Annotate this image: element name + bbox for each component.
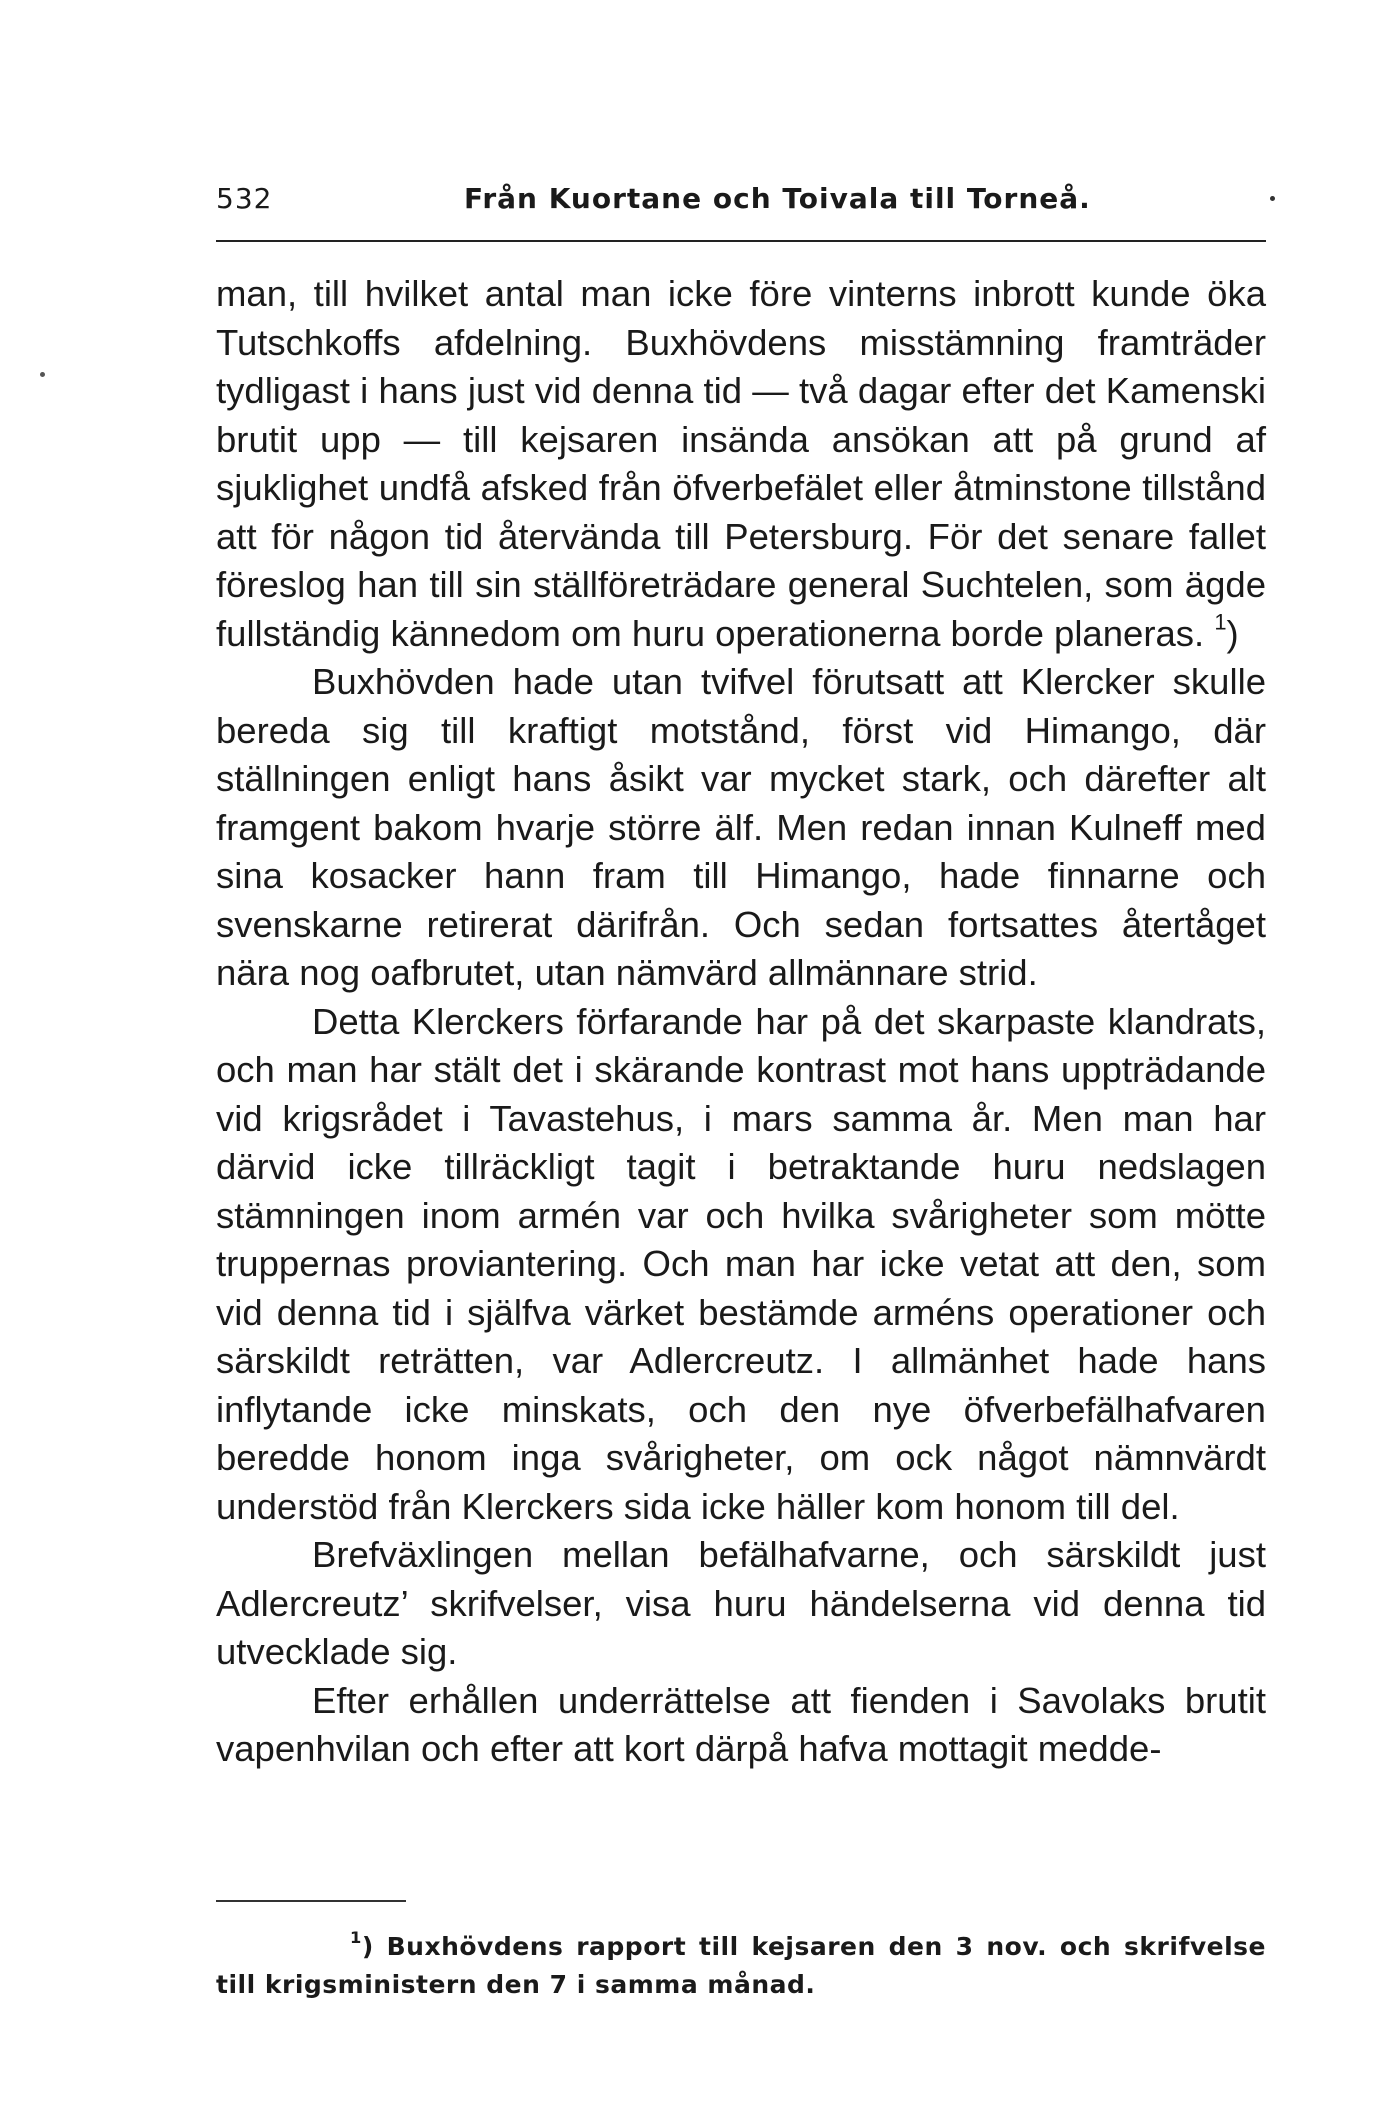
body-text (216, 270, 1266, 1774)
running-head (216, 182, 1266, 232)
footnote-rule (216, 1900, 406, 1902)
footnote-marker: 1 (350, 1927, 362, 1947)
running-title: Från Kuortane och Toivala till Torneå. (464, 182, 1091, 215)
page-number: 532 (216, 182, 273, 215)
paragraph-1-text: man, till hvilket antal man icke före vinterns inbrott kunde öka Tutschkoffs afdelning. Buxhövdens misstämning framträder tydligast i hans just vid denna tid — två dagar efter det Kamenski brutit upp — till kejsaren insända ansökan att på grund af sjuklighet undfå afsked från öfverbefälet eller åtminstone tillstånd att för någon tid återvända till Petersburg. För det senare fallet föreslog han till sin ställföreträdare general Suchtelen, som ägde fullständig kännedom om huru operationerna borde planeras. (216, 273, 1266, 654)
footnote-ref: 1 (1214, 609, 1227, 635)
header-dot-mark (1270, 196, 1275, 201)
margin-dot-mark (40, 372, 45, 377)
footnote-ref-paren: ) (1226, 612, 1239, 654)
paragraph-2: Buxhövden hade utan tvifvel förutsatt att Klercker skulle bereda sig till kraftigt motstånd, först vid Himango, där ställningen enligt hans åsikt var mycket stark, och därefter alt framgent bakom hvarje större älf. Men redan innan Kulneff med sina kosacker hann fram till Himango, hade finnarne och svenskarne retirerat därifrån. Och sedan fortsattes återtåget nära nog oafbrutet, utan nämvärd allmännare strid. (216, 661, 1266, 993)
header-rule (216, 240, 1266, 242)
paragraph-3: Detta Klerckers förfarande har på det skarpaste klandrats, och man har stält det i skärande kontrast mot hans uppträdande vid krigsrådet i Tavastehus, i mars samma år. Men man har därvid icke tillräckligt tagit i betraktande huru nedslagen stämningen inom armén var och hvilka svårigheter som mötte truppernas proviantering. Och man har icke vetat att den, som vid denna tid i själfva värket bestämde arméns operationer och särskildt reträtten, var Adlercreutz. I allmänhet hade hans inflytande icke minskats, och den nye öfverbefälhafvaren beredde honom inga svårigheter, om ock något nämnvärdt understöd från Klerckers sida icke häller kom honom till del. (216, 1000, 1266, 1527)
paragraph-4: Brefväxlingen mellan befälhafvarne, och särskildt just Adlercreutz’ skrifvelser, visa huru händelserna vid denna tid utvecklade sig. (216, 1534, 1266, 1672)
footnote (216, 1928, 1266, 2004)
paragraph-5: Efter erhållen underrättelse att fienden i Savolaks brutit vapenhvilan och efter att kort därpå hafva mottagit medde- (216, 1679, 1266, 1769)
footnote-marker-paren: ) (361, 1932, 374, 1961)
footnote-text: Buxhövdens rapport till kejsaren den 3 nov. och skrifvelse till krigsministern den 7 i samma månad. (216, 1932, 1266, 1999)
paragraph-1 (216, 270, 1266, 658)
